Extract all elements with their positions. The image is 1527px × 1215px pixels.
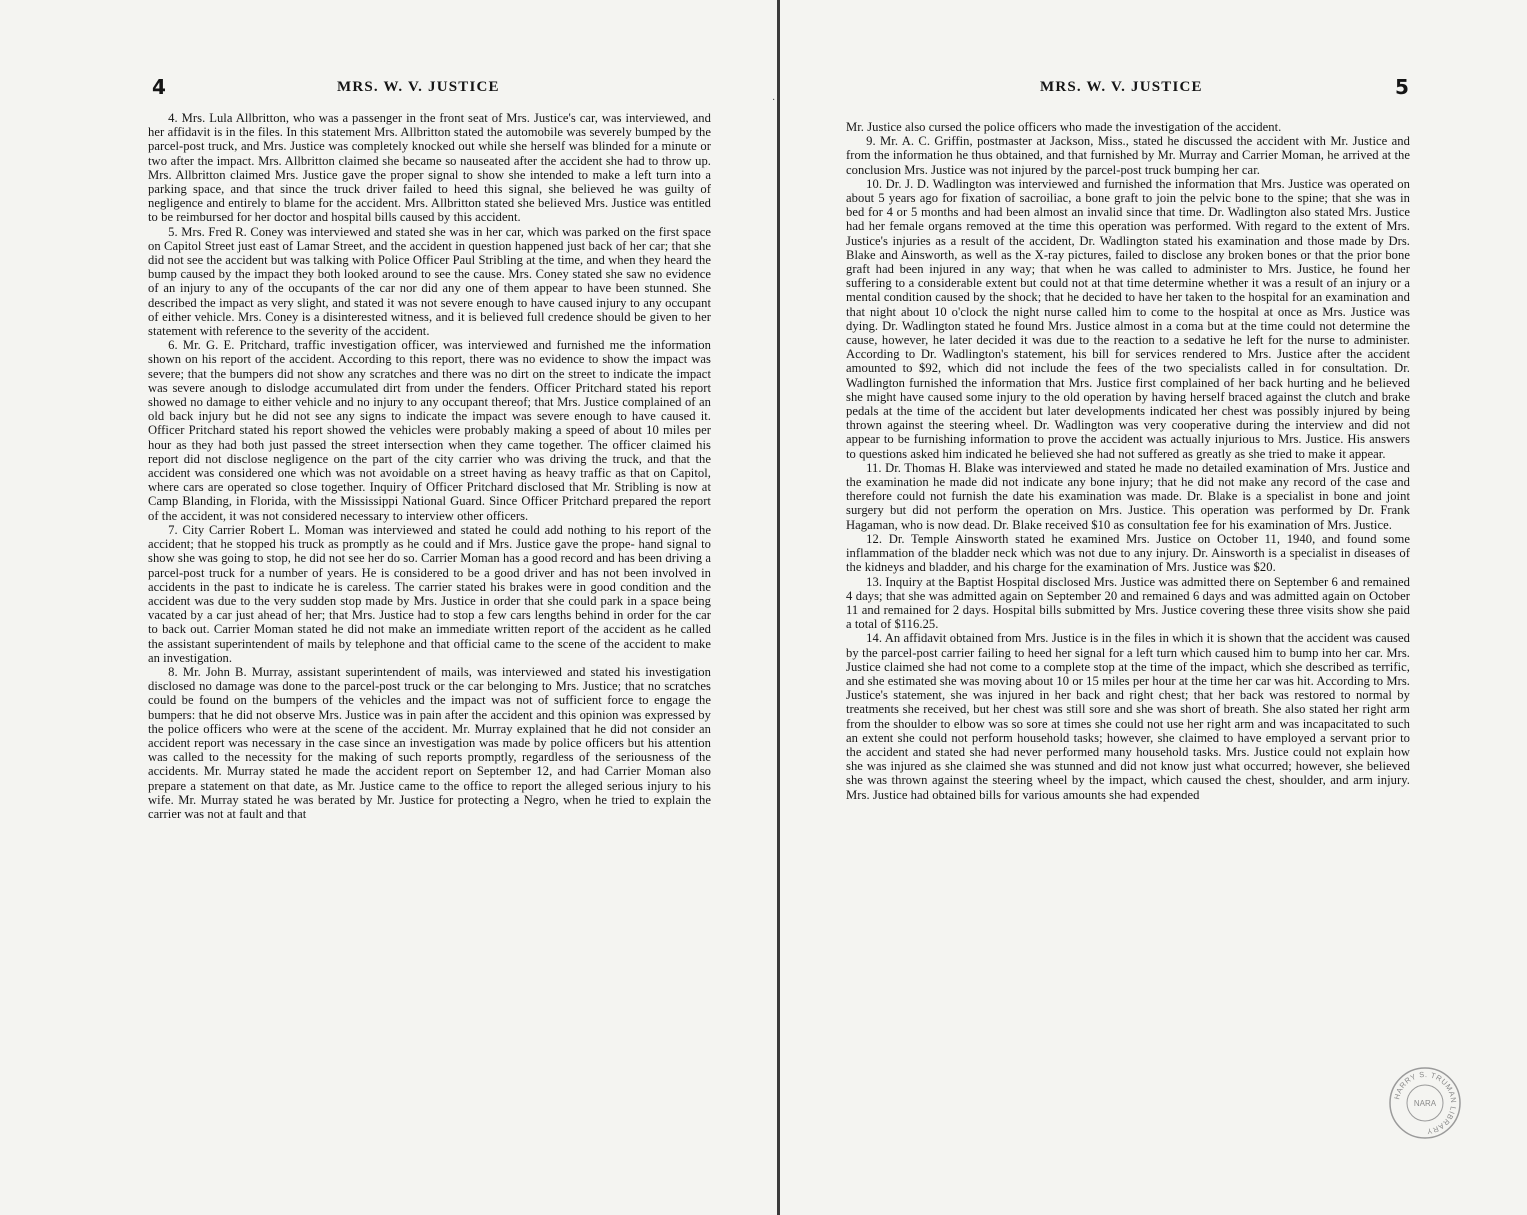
paragraph: 12. Dr. Temple Ainsworth stated he examined Mrs. Justice on October 11, 1940, and found some inflammation of the bladder neck which was not due to any injury. Dr. Ainsworth is a specialist in diseases of the kidneys and bladder, and his charge for the examination of Mrs. Justice was $20. — [846, 531, 1410, 575]
right-page — [780, 0, 1527, 1215]
page-header — [780, 75, 1527, 101]
running-title: MRS. W. V. JUSTICE — [1040, 79, 1203, 95]
paragraph: 6. Mr. G. E. Pritchard, traffic investigation officer, was interviewed and furnished me the information shown on his report of the accident. According to this report, there was no evidence to show the impact was severe; that the bumpers did not show any scratches and there was no dirt on the street to indicate the impact was severe anough to dislodge accumulated dirt from under the fenders. Officer Pritchard stated his report showed no damage to either vehicle and no injury to any occupant thereof; that Mrs. Justice complained of an old back injury but he did not see any signs to indicate the impact was severe enough to have caused it. Officer Pritchard stated his report showed the vehicles were probably making a speed of about 10 miles per hour as they had both just passed the street intersection when they came together. The officer claimed his report did not disclose negligence on the part of the city carrier who was driving the truck, and that the accident was considered one which was not avoidable on a street having as heavy traffic as that on Capitol, where cars are operated so close together. Inquiry of Officer Pritchard disclosed that Mr. Stribling is now at Camp Blanding, in Florida, with the Mississippi National Guard. Since Officer Pritchard prepared the report of the accident, it was not considered necessary to interview other officers. — [148, 338, 711, 523]
page-body — [148, 111, 711, 821]
paragraph: 8. Mr. John B. Murray, assistant superintendent of mails, was interviewed and stated his investigation disclosed no damage was done to the parcel-post truck or the car belonging to Mrs. Justice; that no scratches could be found on the bumpers of the vehicles and the impact was not of sufficient force to engage the bumpers: that he did not observe Mrs. Justice was in pain after the accident and this opinion was expressed by the police officers who were at the scene of the accident. Mr. Murray explained that he did not consider an accident report was necessary in the case since an investigation was made by police officers but his attention was called to the necessity for the making of such reports promptly, regardless of the seriousness of the accidents. Mr. Murray stated he made the accident report on September 12, and had Carrier Moman also prepare a statement on that date, as Mr. Justice came to the office to report the alleged serious injury to his wife. Mr. Murray stated he was berated by Mr. Justice for protecting a Negro, when he tried to explain the carrier was not at fault and that — [148, 664, 711, 821]
page-body — [846, 120, 1410, 802]
paragraph: 7. City Carrier Robert L. Moman was interviewed and stated he could add nothing to his report of the accident; that he stopped his truck as promptly as he could and if Mrs. Justice gave the prope- hand signal to show she was going to stop, he did not see her do so. Carrier Moman has a good record and has been driving a parcel-post truck for a number of years. He is considered to be a good driver and has not been involved in accidents in the past to indicate he is careless. The carrier stated his brakes were in good condition and the accident was due to the very sudden stop made by Mrs. Justice in order that she could park in a space being vacated by a car just ahead of her; that Mrs. Justice had to stop a few cars lengths behind in order for the car to back out. Carrier Moman stated he did not make an immediate written report of the accident as he called the assistant superintendent of mails by telephone and that official came to the scene of the accident to make an investigation. — [148, 522, 711, 665]
paragraph: 4. Mrs. Lula Allbritton, who was a passenger in the front seat of Mrs. Justice's car, was interviewed, and her affidavit is in the files. In this statement Mrs. Allbritton stated the automobile was severely bumped by the parcel-post truck, and Mrs. Justice was completely knocked out while she herself was blinded for a minute or two after the impact. Mrs. Allbritton claimed she became so nauseated after the accident she had to throw up. Mrs. Allbritton claimed Mrs. Justice gave the proper signal to show she intended to make a left turn into a parking space, and that since the truck driver failed to heed this signal, she believed he was guilty of negligence and entirely to blame for the accident. Mrs. Allbritton stated she believed Mrs. Justice was entitled to be reimbursed for her doctor and hospital bills caused by this accident. — [148, 111, 711, 225]
paragraph: 10. Dr. J. D. Wadlington was interviewed and furnished the information that Mrs. Justice was operated on about 5 years ago for fixation of sacroiliac, a bone graft to join the pelvic bone to the spine; that she was in bed for 4 or 5 months and had been almost an invalid since that time. Dr. Wadlington also stated Mrs. Justice had her female organs removed at the time this operation was performed. With regard to the extent of Mrs. Justice's injuries as a result of the accident, Dr. Wadlington stated his examination and those made by Drs. Blake and Ainsworth, as well as the X-ray pictures, failed to disclose any broken bones or that the prior bone graft had been injured in any way; that when he was called to administer to Mrs. Justice, he found her suffering to a considerable extent but could not at that time determine whether it was a result of an injury or a mental condition caused by the shock; that he decided to have her taken to the hospital for an examination and that night about 10 o'clock the night nurse called him to come to the hospital at once as Mrs. Justice was dying. Dr. Wadlington stated he found Mrs. Justice almost in a coma but at the time could not determine the cause, however, he later decided it was due to the reaction to a sedative he left for the nurse to administer. According to Dr. Wadlington's statement, his bill for services rendered to Mrs. Justice after the accident amounted to $92, which did not include the fees of the two specialists called in for consultation. Dr. Wadlington furnished the information that Mrs. Justice first complained of her back hurting and he believed she might have caused some injury to the old operation by having herself braced against the clutch and brake pedals at the time of the accident but later developments indicated her chest was possibly injured by being thrown against the steering wheel. Dr. Wadlington was very cooperative during the interview and did not appear to be furnishing information to prove the accident was actually injurious to Mrs. Justice. His answers to questions asked him indicated he believed she had not suffered as greatly as she tried to make it appear. — [846, 176, 1410, 461]
paragraph: 9. Mr. A. C. Griffin, postmaster at Jackson, Miss., stated he discussed the accident with Mr. Justice and from the information he thus obtained, and that furnished by Mr. Murray and Carrier Moman, he arrived at the conclusion Mrs. Justice was not injured by the parcel-post truck bumping her car. — [846, 134, 1410, 177]
page-number: 4 — [152, 75, 166, 99]
paragraph: 5. Mrs. Fred R. Coney was interviewed and stated she was in her car, which was parked on the first space on Capitol Street just east of Lamar Street, and the accident in question happened just back of her car; that she did not see the accident but was talking with Police Officer Paul Stribling at the time, and when they heard the bump caused by the impact they both looked around to see the cause. Mrs. Coney stated she saw no evidence of an injury to any of the occupants of the car nor did any one of them appear to have been stunned. She described the impact as very slight, and stated it was not severe enough to have caused injury to any occupant of either vehicle. Mrs. Coney is a disinterested witness, and it is believed full credence should be given to her statement with reference to the severity of the accident. — [148, 224, 711, 339]
library-stamp-icon — [1388, 1066, 1462, 1140]
paragraph: 14. An affidavit obtained from Mrs. Justice is in the files in which it is shown that the accident was caused by the parcel-post carrier failing to heed her signal for a left turn which caused him to bump into her car. Mrs. Justice claimed she had not come to a complete stop at the time of the impact, which she described as terrific, and she estimated she was moving about 10 or 15 miles per hour at the time her car was hit. According to Mrs. Justice's statement, she was injured in her back and right chest; that her back was restored to normal by treatments she received, but her chest was still sore and she was short of breath. She also stated her right arm from the shoulder to elbow was so sore at times she could not use her right arm and was incapacitated to such an extent she could not perform household tasks; however, she claimed to have employed a servant prior to the accident and stated she had never performed many household tasks. Mrs. Justice could not explain how she was injured as she claimed she was stunned and did not know just what occurred; however, she believed she was thrown against the steering wheel by the impact, which caused the chest, shoulder, and arm injury. Mrs. Justice had obtained bills for various amounts she had expended — [846, 631, 1410, 802]
svg-text:NARA: NARA — [1413, 1099, 1437, 1108]
page-number: 5 — [1395, 75, 1409, 99]
margin-mark: · — [772, 95, 776, 106]
page-header — [0, 75, 778, 101]
paragraph: 11. Dr. Thomas H. Blake was interviewed and stated he made no detailed examination of Mrs. Justice and the examination he made did not indicate any bone injury; that he did not make any record of the case and therefore could not furnish the date his examination was made. Dr. Blake is a specialist in bone and joint surgery but did not perform the operation on Mrs. Justice. This operation was performed by Dr. Frank Hagaman, who is now dead. Dr. Blake received $10 as consultation fee for his examination of Mrs. Justice. — [846, 460, 1410, 532]
paragraph: 13. Inquiry at the Baptist Hospital disclosed Mrs. Justice was admitted there on September 6 and remained 4 days; that she was admitted again on September 20 and remained 6 days and was admitted again on October 11 and remained for 2 days. Hospital bills submitted by Mrs. Justice covering these three visits show she paid a total of $116.25. — [846, 574, 1410, 632]
running-title: MRS. W. V. JUSTICE — [337, 79, 500, 95]
continuation-paragraph: Mr. Justice also cursed the police officers who made the investigation of the accident. — [846, 120, 1282, 134]
svg-text:HARRY S. TRUMAN LIBRARY: HARRY S. TRUMAN LIBRARY — [1392, 1069, 1459, 1137]
